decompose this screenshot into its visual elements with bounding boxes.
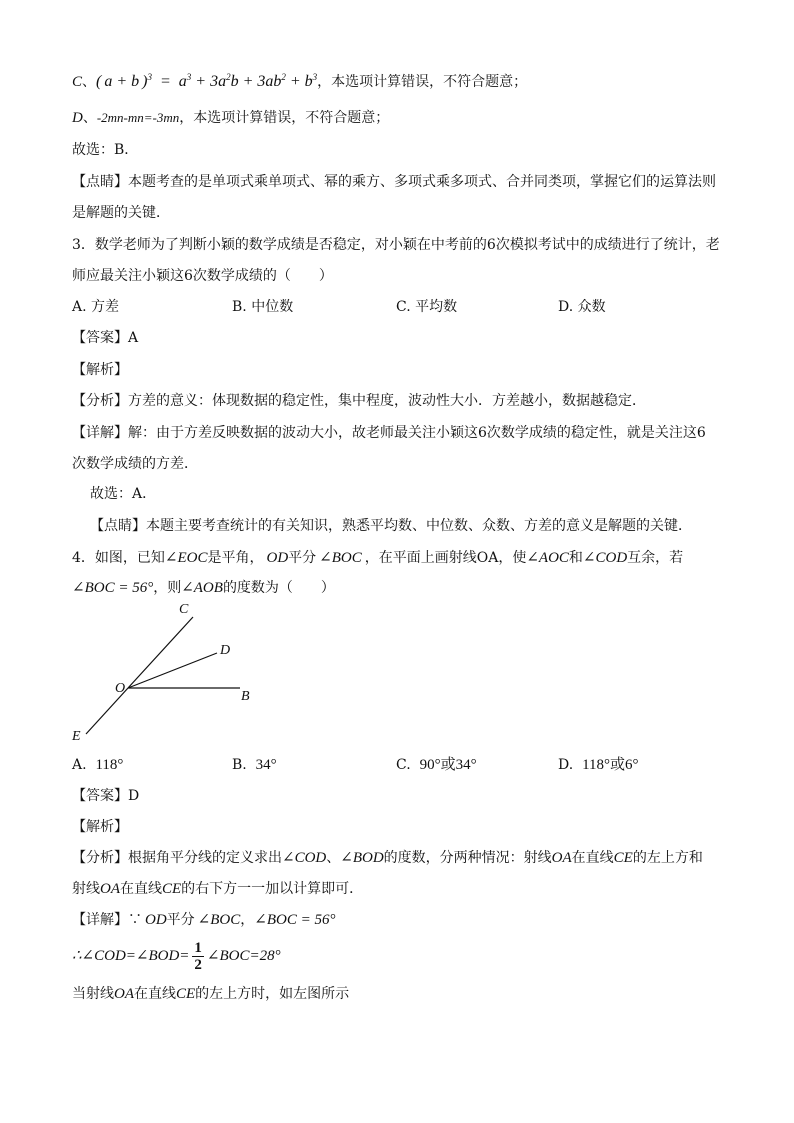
line-ce: CE xyxy=(162,881,182,897)
xiangjie-text: 【详解】∵ xyxy=(72,912,142,928)
jiexi-4: 【解析】 xyxy=(72,819,128,835)
calc-rhs: ∠BOC=28° xyxy=(206,948,281,964)
choose-line-3: 故选：A． xyxy=(90,486,157,502)
option-c-line xyxy=(72,72,527,92)
angle-eoc: ∠EOC xyxy=(164,550,208,566)
q4-text: 的度数为（ ） xyxy=(222,580,335,596)
answer-4: 【答案】D xyxy=(72,788,140,804)
option-text: 众数 xyxy=(577,299,606,315)
ray-oa: OA xyxy=(114,986,134,1002)
separator: 、 xyxy=(82,74,97,90)
angle-boc: ∠BOC xyxy=(319,550,362,566)
fenxi-text: 的右下方一一加以计算即可． xyxy=(181,881,364,897)
ray-oa: OA xyxy=(100,881,120,897)
xiangjie-3b: 次数学成绩的方差． xyxy=(72,456,198,472)
q4-option-d xyxy=(558,755,639,775)
fenxi-4b xyxy=(72,879,363,899)
last-line xyxy=(72,984,349,1004)
dianjing-1a: 【点睛】本题考查的是单项式乘单项式、幂的乘方、多项式乘多项式、合并同类项，掌握它们的运算法则 xyxy=(72,174,716,190)
option-text: 118°或6° xyxy=(582,757,639,773)
last-text: 的左上方时，如左图所示 xyxy=(195,986,350,1002)
q4-text: 互余，若 xyxy=(627,550,684,566)
angle-aob: ∠AOB xyxy=(181,580,223,596)
option-letter: B. xyxy=(232,299,247,315)
line-ce: CE xyxy=(613,850,633,866)
line-ce: CE xyxy=(176,986,196,1002)
ray-oc xyxy=(128,617,193,688)
xiangjie-4 xyxy=(72,910,335,930)
option-letter: D. xyxy=(558,299,574,315)
point-o-label: O xyxy=(115,681,126,696)
last-text: 当射线 xyxy=(72,986,114,1002)
option-c-label: C xyxy=(72,74,83,90)
separator: 、 xyxy=(82,110,97,126)
fenxi-text: 、 xyxy=(326,850,341,866)
angle-boc: ∠BOC xyxy=(197,912,241,928)
q4-option-c xyxy=(396,755,477,775)
point-c-label: C xyxy=(179,602,189,617)
q3-option-b xyxy=(232,297,293,317)
question-4-line-a xyxy=(72,548,683,568)
option-c-verdict: ，本选项计算错误，不符合题意； xyxy=(317,74,528,90)
q3-option-d xyxy=(558,297,606,317)
option-letter: A. xyxy=(72,299,87,315)
option-d-line xyxy=(72,108,389,128)
option-letter: B. xyxy=(232,757,247,773)
fenxi-text: 的左上方和 xyxy=(632,850,703,866)
question-4-line-b xyxy=(72,578,335,598)
choose-line-1: 故选：B． xyxy=(72,142,139,158)
q4-text: ，则 xyxy=(153,580,182,596)
q4-option-a xyxy=(72,755,123,775)
q3-option-c xyxy=(396,297,457,317)
point-b-label: B xyxy=(241,689,250,704)
cube-expansion: ( a + b )$^3 = a^3 + 3a^2b + 3ab^2 + b^3$ xyxy=(96,72,318,90)
fenxi-text: 在直线 xyxy=(120,881,162,897)
q4-text: ，在平面上画射线OA，使 xyxy=(364,550,527,566)
angle-cod: ∠COD xyxy=(282,850,327,866)
option-text: 平均数 xyxy=(415,299,458,315)
angle-aoc: ∠AOC xyxy=(526,550,569,566)
fenxi-text: 射线 xyxy=(72,881,100,897)
segment-od: OD xyxy=(266,550,289,566)
question-3-line-b: 师应最关注小颖这6次数学成绩的（ ） xyxy=(72,268,333,284)
point-d-label: D xyxy=(220,643,231,658)
q4-text: 平分 xyxy=(288,550,317,566)
option-text: 34° xyxy=(255,757,277,773)
angle-figure xyxy=(60,596,260,748)
question-3-line-a: 3．数学老师为了判断小颖的数学成绩是否稳定，对小颖在中考前的6次模拟考试中的成绩进行了统计，老 xyxy=(72,237,720,253)
option-text: 方差 xyxy=(91,299,120,315)
angle-boc-value: ∠BOC = 56° xyxy=(72,580,154,596)
last-text: 在直线 xyxy=(134,986,176,1002)
option-d-label: D xyxy=(72,110,83,126)
option-d-expression: -2mn-mn=-3mn xyxy=(96,110,180,125)
segment-od: OD xyxy=(145,912,167,928)
option-text: 118° xyxy=(95,757,124,773)
option-letter: C. xyxy=(396,757,411,773)
fenxi-text: 【分析】根据角平分线的定义求出 xyxy=(72,850,282,866)
fenxi-3: 【分析】方差的意义：体现数据的稳定性，集中程度，波动性大小．方差越小，数据越稳定． xyxy=(72,393,646,409)
q3-option-a xyxy=(72,297,119,317)
dianjing-3: 【点睛】本题主要考查统计的有关知识，熟悉平均数、中位数、众数、方差的意义是解题的关键． xyxy=(90,518,692,534)
angle-bod: ∠BOD xyxy=(340,850,384,866)
option-text: 中位数 xyxy=(251,299,294,315)
dianjing-1b: 是解题的关键． xyxy=(72,205,170,221)
fenxi-text: 的度数，分两种情况：射线 xyxy=(383,850,552,866)
calc-line xyxy=(72,938,281,974)
one-half-fraction xyxy=(192,940,204,973)
option-d-verdict: ，本选项计算错误，不符合题意； xyxy=(179,110,390,126)
fenxi-4a xyxy=(72,848,703,868)
xiangjie-text: 平分 xyxy=(166,912,195,928)
xiangjie-3a: 【详解】解：由于方差反映数据的波动大小，故老师最关注小颖这6次数学成绩的稳定性，就是关注这6 xyxy=(72,425,706,441)
option-letter: D. xyxy=(558,757,574,773)
q4-option-b xyxy=(232,755,277,775)
fenxi-text: 在直线 xyxy=(571,850,614,866)
calc-lhs: ∴∠COD=∠BOD= xyxy=(72,948,190,964)
fraction-denominator: 2 xyxy=(194,956,202,973)
option-text: 90°或34° xyxy=(419,757,477,773)
ray-od xyxy=(128,653,217,688)
point-e-label: E xyxy=(72,729,81,744)
angle-cod: ∠COD xyxy=(582,550,628,566)
jiexi-3: 【解析】 xyxy=(72,362,128,378)
answer-3: 【答案】A xyxy=(72,330,139,346)
q4-text: 和 xyxy=(568,550,583,566)
angle-boc-value: ∠BOC = 56° xyxy=(254,912,336,928)
ray-oa: OA xyxy=(551,850,572,866)
option-letter: A. xyxy=(72,757,87,773)
q4-text: 4．如图，已知 xyxy=(72,550,165,566)
q4-text: 是平角， xyxy=(207,550,264,566)
fraction-numerator: 1 xyxy=(194,939,202,956)
option-letter: C. xyxy=(396,299,411,315)
xiangjie-text: ， xyxy=(240,912,255,928)
